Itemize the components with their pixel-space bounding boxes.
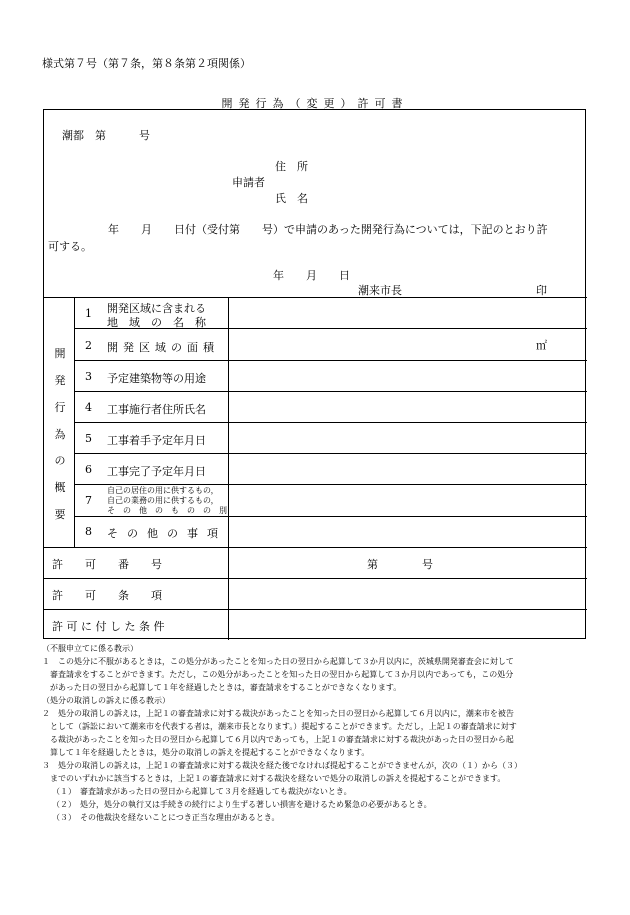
item-number: 8 [85,525,92,538]
note-line: る裁決があったことを知った日の翌日から起算して６月以内であっても，上記１の審査請求に対する裁決があった日の翌日から起 [42,735,514,744]
item-label: 予定建築物等の用途 [107,372,206,385]
notes-heading: （不服申立てに係る教示） [42,644,138,653]
item-number: 3 [85,370,92,383]
permit-number-label: 許 可 番 号 [52,558,162,571]
permit-conditions-label: 許 可 に 付 し た 条 件 [52,620,165,633]
permit-clause-label: 許 可 条 項 [52,589,162,602]
item-label: 開発区域の面積 [107,341,219,354]
item-label: 工事着手予定年月日 [107,434,206,447]
item-label: 工事施行者住所氏名 [107,403,206,416]
note-line: ３ 処分の取消しの訴えは，上記１の審査請求に対する裁決を経た後でなければ提起することができませんが，次の（１）から（３） [42,761,522,770]
document-title: 開発行為（変更）許可書 [221,97,409,110]
permit-form [43,109,586,639]
body-text-line1: 年 月 日付（受付第 号）で申請のあった開発行為については，下記のとおり許 [108,223,548,236]
note-subitem: （３） その他裁決を経ないことにつき正当な理由があるとき。 [52,813,280,822]
document-number: 潮都 第 号 [62,129,150,142]
item-label: その他の事項 [107,527,227,540]
item-label: 工事完了予定年月日 [107,465,206,478]
item-small-line: 自己の居住の用に供するもの， [107,486,219,495]
note-subitem: （１） 審査請求があった日の翌日から起算して３月を経過しても裁決がないとき。 [52,787,352,796]
item-small-line: 自己の業務の用に供するもの， [107,496,219,505]
item-label-line1: 開発区域に含まれる [107,302,206,315]
area-unit: ㎡ [536,339,547,352]
note-line: 算して１年を経過したときは，処分の取消しの訴えを提起することができなくなります。 [42,748,370,757]
item-number: 7 [85,494,92,507]
permit-number-value: 第 号 [367,558,433,571]
group-label-char: 行 [54,401,66,414]
notes-heading: （処分の取消しの訴えに係る教示） [42,696,170,705]
group-label-char: 開 [54,347,66,360]
group-label-char: 発 [54,374,66,387]
note-subitem: （２） 処分，処分の執行又は手続きの続行により生ずる著しい損害を避けるため緊急の必要があるとき。 [52,800,432,809]
item-number: 1 [85,307,92,320]
group-label-char: 要 [54,508,66,521]
applicant-label: 申請者 [232,176,265,189]
body-text-line2: 可する。 [48,240,92,253]
group-label-char: の [54,454,66,467]
group-label-char: 為 [54,428,66,441]
name-label: 氏 名 [275,192,308,205]
item-number: 4 [85,401,92,414]
note-line: として（訴訟において潮来市を代表する者は，潮来市長となります。）提起することができます。ただし，上記１の審査請求に対す [42,722,517,731]
item-number: 6 [85,463,92,476]
issuer: 潮来市長 [358,284,402,297]
note-line: までのいずれかに該当するときは，上記１の審査請求に対する裁決を経ないで処分の取消しの訴えを提起することができます。 [42,774,506,783]
item-number: 2 [85,339,92,352]
item-label-line2: 地 域 の 名 称 [107,316,206,329]
note-line: 審査請求をすることができます。ただし，この処分があったことを知った日の翌日から起算して３か月以内であっても，この処分 [42,670,514,679]
notes-section [42,642,592,824]
label-column-line [228,297,229,640]
issue-date: 年 月 日 [273,269,350,282]
note-line: ２ 処分の取消しの訴えは，上記１の審査請求に対する裁決があったことを知った日の翌日から起算して６月以内に，潮来市を被告 [42,709,514,718]
address-label: 住 所 [275,160,308,173]
group-label-char: 概 [54,481,66,494]
form-id: 様式第７号（第７条，第８条第２項関係） [42,57,251,70]
item-small-line: そ の 他 の も の の 別 [107,506,227,515]
header-divider [44,297,587,298]
item-number: 5 [85,432,92,445]
note-line: １ この処分に不服があるときは，この処分があったことを知った日の翌日から起算して３か月以内に，茨城県開発審査会に対して [42,657,514,666]
note-line: があった日の翌日から起算して１年を経過したときは，審査請求をすることができなくなります。 [42,683,402,692]
seal-mark: 印 [536,284,547,297]
